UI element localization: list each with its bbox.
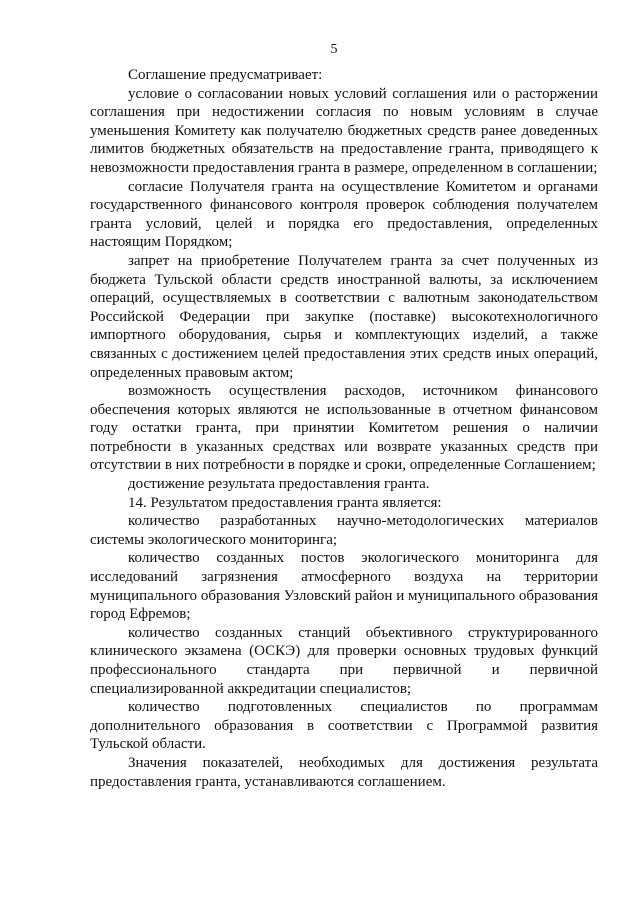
paragraph-result-posts: количество созданных постов экологического мониторинга для исследований загрязнения атмосферного воздуха на территории муниципального образования Узловский район и муниципального образования город Ефремов; (90, 550, 598, 623)
paragraph-consent-inspection: согласие Получателя гранта на осуществление Комитетом и органами государственного финансового контроля проверок соблюдения получателем гранта условий, целей и порядка его предоставления, определенных настоящим Порядком; (90, 178, 598, 251)
paragraph-result-stations: количество созданных станций объективного структурированного клинического экзамена (ОСКЭ) для проверки основных трудовых функций профессионального стандарта при первичной и первичной специализированной аккредитации специалистов; (90, 624, 598, 697)
paragraph-result-specialists: количество подготовленных специалистов по программам дополнительного образования в соответствии с Программой развития Тульской области. (90, 699, 598, 753)
paragraph-section-14: 14. Результатом предоставления гранта является: (128, 494, 442, 511)
paragraph-currency-ban: запрет на приобретение Получателем гранта за счет полученных из бюджета Тульской области средств иностранной валюты, за исключением операций, осуществляемых в соответствии с валютным законодательством Российской Федерации при закупке (поставке) высокотехнологичного импортного оборудования, сырья и комплектующих изделий, а также связанных с достижением целей предоставления этих средств иных операций, определенных правовым актом; (90, 252, 598, 381)
paragraph-expense-possibility: возможность осуществления расходов, источником финансового обеспечения которых являются не использованные в отчетном финансовом году остатки гранта, при принятии Комитетом решения о наличии потребности в указанных средствах или возврате указанных средств при отсутствии в них потребности в порядке и сроки, определенные Соглашением; (90, 383, 598, 474)
document-body (90, 66, 598, 791)
paragraph-indicator-values: Значения показателей, необходимых для достижения результата предоставления гранта, устанавливаются соглашением. (90, 754, 598, 790)
paragraph-result-achievement: достижение результата предоставления гранта. (128, 476, 430, 493)
paragraph-intro: Соглашение предусматривает: (128, 67, 323, 83)
page-number: 5 (330, 42, 338, 57)
paragraph-condition-agreement: условие о согласовании новых условий соглашения или о расторжении соглашения при недостижении согласия по новым условиям в случае уменьшения Комитету как получателю бюджетных средств ранее доведенных лимитов бюджетных обязательств на предоставление гранта, приводящего к невозможности предоставления гранта в размере, определенном в соглашении; (90, 85, 598, 176)
paragraph-result-materials: количество разработанных научно-методологических материалов системы экологического мониторинга; (90, 513, 598, 548)
